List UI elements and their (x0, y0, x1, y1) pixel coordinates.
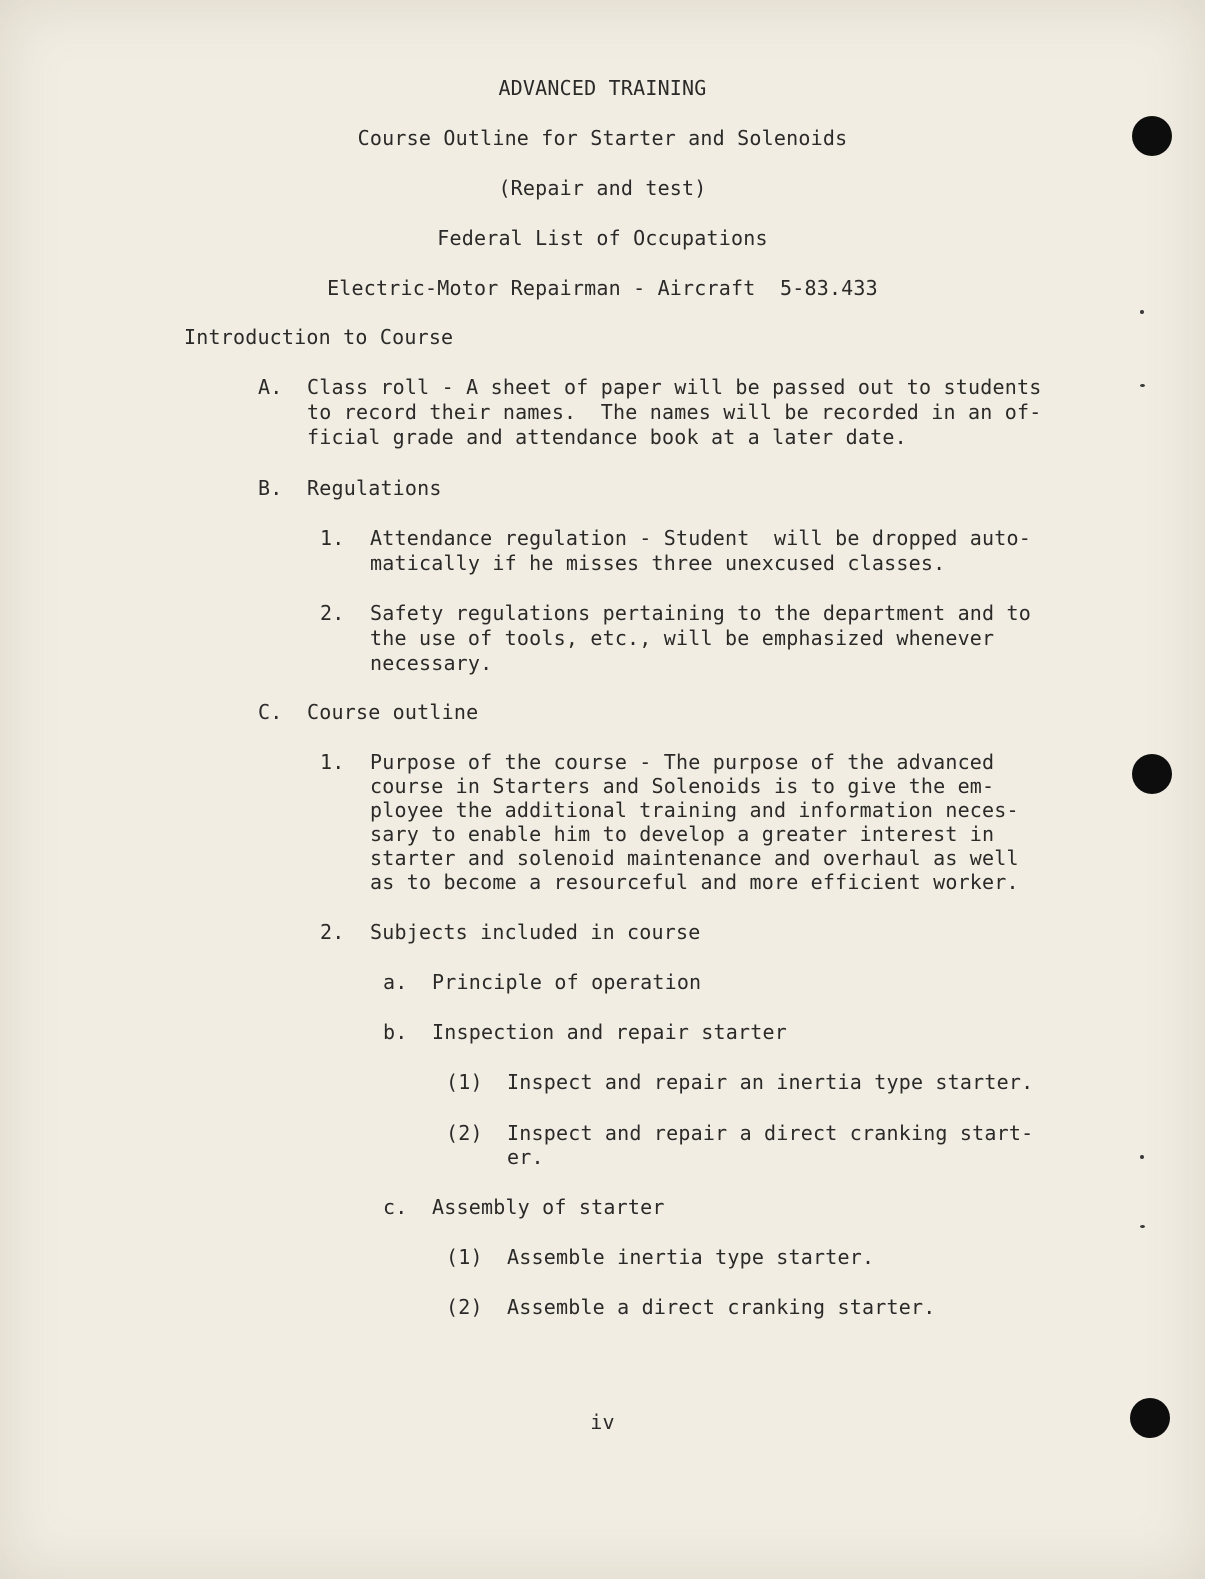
paper-speck (1140, 384, 1145, 387)
course-subtitle-note: (Repair and test) (498, 176, 707, 200)
purpose-line-3: ployee the additional training and information neces- (370, 798, 1019, 822)
attendance-line-1: Attendance regulation - Student will be dropped auto- (370, 526, 1032, 550)
binder-hole-middle (1132, 754, 1172, 794)
item-label-c: C. (258, 700, 283, 724)
document-title: ADVANCED TRAINING (498, 76, 707, 100)
paper-speck (1140, 1155, 1144, 1159)
sub-sub-item-label: (2) (446, 1295, 483, 1319)
item-number: 1. (320, 750, 345, 774)
attendance-line-2: matically if he misses three unexcused classes. (370, 551, 946, 575)
item-number: 1. (320, 526, 345, 550)
occupation-code: Electric-Motor Repairman - Aircraft 5-83.433 (327, 276, 878, 300)
class-roll-line-2: to record their names. The names will be recorded in an of- (307, 400, 1042, 424)
course-outline-heading: Course outline (307, 700, 479, 724)
inspect-direct-line-1: Inspect and repair a direct cranking start- (507, 1121, 1034, 1145)
assemble-inertia: Assemble inertia type starter. (507, 1245, 875, 1269)
sub-sub-item-label: (1) (446, 1070, 483, 1094)
paper-speck (1140, 1225, 1145, 1228)
purpose-line-4: sary to enable him to develop a greater interest in (370, 822, 995, 846)
class-roll-line-3: ficial grade and attendance book at a later date. (307, 425, 907, 449)
inspect-direct-line-2: er. (507, 1145, 544, 1169)
item-label-b: B. (258, 476, 283, 500)
sub-item-label: a. (383, 970, 408, 994)
sub-item-label: b. (383, 1020, 408, 1044)
purpose-line-1: Purpose of the course - The purpose of the advanced (370, 750, 995, 774)
item-number: 2. (320, 920, 345, 944)
safety-line-2: the use of tools, etc., will be emphasized whenever (370, 626, 995, 650)
item-label-a: A. (258, 375, 283, 399)
section-heading: Introduction to Course (184, 325, 454, 349)
purpose-line-2: course in Starters and Solenoids is to give the em- (370, 774, 995, 798)
safety-line-1: Safety regulations pertaining to the department and to (370, 601, 1032, 625)
item-number: 2. (320, 601, 345, 625)
purpose-line-5: starter and solenoid maintenance and overhaul as well (370, 846, 1019, 870)
subject-assembly: Assembly of starter (432, 1195, 665, 1219)
safety-line-3: necessary. (370, 651, 493, 675)
sub-sub-item-label: (2) (446, 1121, 483, 1145)
subject-inspection: Inspection and repair starter (432, 1020, 787, 1044)
page-number: iv (590, 1410, 615, 1434)
regulations-heading: Regulations (307, 476, 442, 500)
inspect-inertia: Inspect and repair an inertia type starter. (507, 1070, 1034, 1094)
purpose-line-6: as to become a resourceful and more efficient worker. (370, 870, 1019, 894)
sub-item-label: c. (383, 1195, 408, 1219)
paper-speck (1140, 310, 1144, 314)
course-subtitle: Course Outline for Starter and Solenoids (357, 126, 848, 150)
assemble-direct: Assemble a direct cranking starter. (507, 1295, 936, 1319)
class-roll-line-1: Class roll - A sheet of paper will be passed out to students (307, 375, 1042, 399)
subjects-heading: Subjects included in course (370, 920, 701, 944)
occupations-heading: Federal List of Occupations (437, 226, 768, 250)
sub-sub-item-label: (1) (446, 1245, 483, 1269)
subject-principle: Principle of operation (432, 970, 702, 994)
